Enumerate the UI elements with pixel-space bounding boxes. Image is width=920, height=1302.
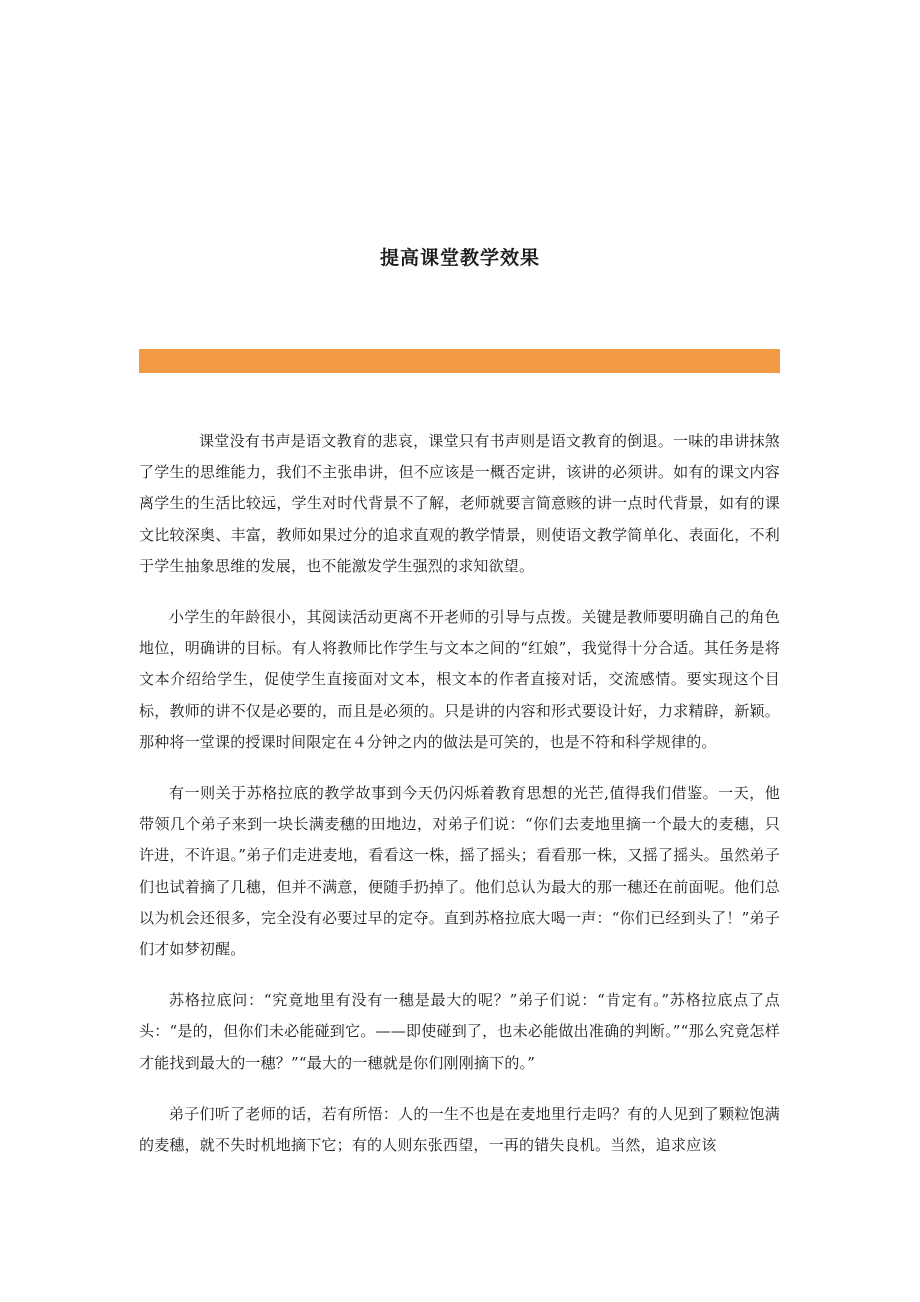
paragraph: 有一则关于苏格拉底的教学故事到今天仍闪烁着教育思想的光芒,值得我们借鉴。一天，他带领几个弟子来到一块长满麦穗的田地边，对弟子们说：“你们去麦地里摘一个最大的麦穗，只许进，不许退。”弟子们走进麦地，看看这一株，摇了摇头；看看那一株，又摇了摇头。虽然弟子们也试着摘了几穗，但并不满意，便随手扔掉了。他们总认为最大的那一穗还在前面呢。他们总以为机会还很多，完全没有必要过早的定夺。直到苏格拉底大喝一声：“你们已经到头了！”弟子们才如梦初醒。 (139, 784, 780, 959)
title-divider-bar (139, 349, 780, 373)
paragraph: 课堂没有书声是语文教育的悲哀，课堂只有书声则是语文教育的倒退。一味的串讲抹煞了学生的思维能力，我们不主张串讲，但不应该是一概否定讲，该讲的必须讲。如有的课文内容离学生的生活比较远，学生对时代背景不了解，老师就要言简意赅的讲一点时代背景，如有的课文比较深奥、丰富，教师如果过分的追求直观的教学情景，则使语文教学简单化、表面化，不利于学生抽象思维的发展，也不能激发学生强烈的求知欲望。 (139, 432, 780, 575)
document-body (139, 426, 780, 1181)
paragraph: 小学生的年龄很小，其阅读活动更离不开老师的引导与点拨。关键是教师要明确自己的角色地位，明确讲的目标。有人将教师比作学生与文本之间的“红娘”，我觉得十分合适。其任务是将文本介绍给学生，促使学生直接面对文本，根文本的作者直接对话，交流感情。要实现这个目标，教师的讲不仅是必要的，而且是必须的。只是讲的内容和形式要设计好，力求精辟，新颖。那种将一堂课的授课时间限定在４分钟之内的做法是可笑的，也是不符和科学规律的。 (139, 608, 780, 751)
document-title: 提高课堂教学效果 (379, 247, 540, 269)
paragraph: 苏格拉底问：“究竟地里有没有一穗是最大的呢？”弟子们说：“肯定有。”苏格拉底点了点头：“是的，但你们未必能碰到它。——即使碰到了，也未必能做出准确的判断。”“那么究竟怎样才能找到最大的一穗？”“最大的一穗就是你们刚刚摘下的。” (139, 991, 780, 1072)
paragraph: 弟子们听了老师的话，若有所悟：人的一生不也是在麦地里行走吗？有的人见到了颗粒饱满的麦穗，就不失时机地摘下它；有的人则东张西望，一再的错失良机。当然，追求应该 (139, 1104, 780, 1155)
